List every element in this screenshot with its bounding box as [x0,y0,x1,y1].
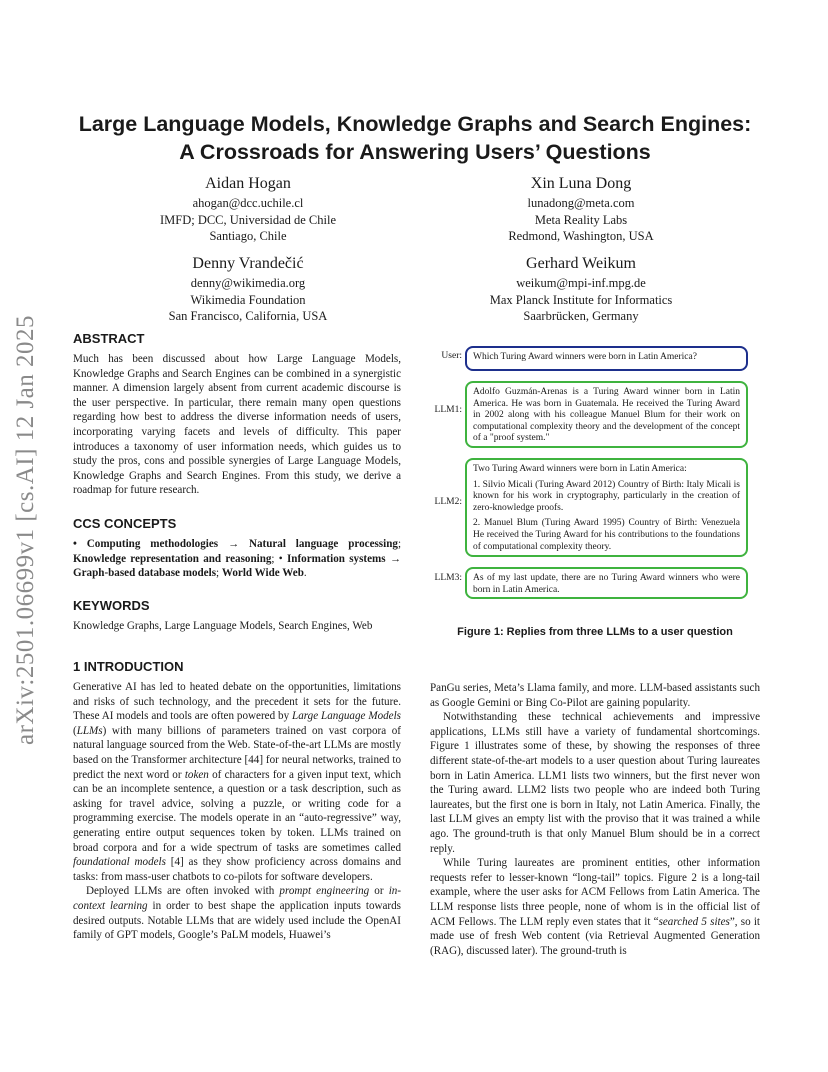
abstract-heading: ABSTRACT [73,331,145,346]
author-location: Redmond, Washington, USA [508,229,654,243]
arxiv-sidebar-stamp [6,300,46,760]
figure-user-label: User: [441,351,462,361]
author-block-dong [431,173,731,245]
author-affiliation: Meta Reality Labs [534,212,628,227]
ccs-separator: ; [397,538,402,550]
figure-llm1-label: LLM1: [434,405,462,415]
user-question-bubble: Which Turing Award winners were born in Latin America? [465,346,748,371]
keywords-text: Knowledge Graphs, Large Language Models, Search Engines, Web [73,620,373,632]
ccs-arrow: → [385,552,401,565]
figure-llm2-label: LLM2: [434,497,462,507]
abstract-text: Much has been discussed about how Large Language Models, Knowledge Graphs and Search Engines can be combined in a synergistic manner. A dimension largely absent from current academic discourse is the user perspective. In particular, there remain many open questions regarding how best to address the diverse information needs of users, incorporating varying facets and levels of difficulty. This paper introduces a taxonomy of user information needs, which guides us to study the pros, cons and possible synergies of Large Language Models, Knowledge Graphs and Search Engines. From this study, we derive a roadmap for future research. [73,353,401,497]
arxiv-identifier: arXiv:2501.06699v1 [cs.AI] 12 Jan 2025 [12,314,39,746]
author-affiliation: Max Planck Institute for Informatics [489,292,673,307]
ccs-term: Information systems [286,552,386,565]
ccs-section [73,516,401,581]
author-email: weikum@mpi-inf.mpg.de [516,276,646,290]
llm2-reply-item-2: 2. Manuel Blum (Turing Award 1995) Country of Birth: Venezuela He received the Turing Award for his contributions to the foundations of computational complexity theory. [473,518,740,552]
ccs-term: Graph-based database models [73,567,217,580]
author-name: Aidan Hogan [205,175,291,192]
abstract-section [73,331,401,498]
keywords-heading: KEYWORDS [73,598,150,613]
introduction-heading: 1 INTRODUCTION [73,659,184,674]
introduction-right-column [430,681,760,958]
paper-title [60,110,770,166]
ccs-term: • Computing methodologies [73,538,219,550]
author-block-hogan [98,173,398,245]
author-block-weikum [431,253,731,325]
author-name: Xin Luna Dong [530,175,632,192]
llm3-reply-bubble: As of my last update, there are no Turing Award winners who were born in Latin America. [465,567,748,599]
title-line-2: A Crossroads for Answering Users’ Questions [179,140,651,164]
ccs-text [73,537,401,581]
ccs-term: World Wide Web [221,567,304,580]
author-block-vrandecic [98,253,398,325]
introduction-section [73,659,401,943]
intro-paragraph-1: Generative AI has led to heated debate on the opportunities, limitations and risks of such technology, and the precedent it sets for the future. These AI models and tools are often powered by Large Language Models (LLMs) with many billions of parameters trained on vast corpora of natural language sourced from the Web. State-of-the-art LLMs are mostly based on the Transformer architecture [44] for neural networks, trained to predict the next word or token of characters for a given input text, which can be an incomplete sentence, a question or a task description, such as asking for travel advice, solving a puzzle, or writing code for a programming exercise. The models operate in an “auto-regressive” way, generating entire output sequences token by token. LLMs trained on broad corpora and for a wide spectrum of tasks are sometimes called foundational models [4] as they show proficiency across domains and tasks: from mass-user chatbots to co-pilots for software developers. [73,681,402,883]
author-name: Denny Vrandečić [192,255,304,272]
ccs-heading: CCS CONCEPTS [73,516,177,531]
author-email: lunadong@meta.com [527,196,635,210]
intro-paragraph-2-continued: PanGu series, Meta’s Llama family, and more. LLM-based assistants such as Google Gemini or Bing Co-Pilot are gaining popularity. [430,682,760,709]
figure-llm3-label: LLM3: [434,573,462,583]
ccs-term: Knowledge representation and reasoning [73,552,272,565]
author-location: Santiago, Chile [209,229,287,243]
ccs-separator: ; [216,567,222,580]
llm2-reply-bubble [465,458,748,557]
intro-paragraph-3: Notwithstanding these technical achievements and impressive applications, LLMs still have a variety of fundamental shortcomings. Figure 1 illustrates some of these, by showing the responses of three different state-of-the-art models to a user question about Turing laureates born in Latin America. LLM1 lists two winners, but the first never won the Turing award. LLM2 lists two people who are indeed both Turing laureates, but the first one is born in Italy, not Latin America. Finally, the last LLM gives an empty list with the proviso that it was trained a while ago. The ground-truth is that only Manuel Blum should be in a correct reply. [430,711,760,855]
author-name: Gerhard Weikum [526,255,636,272]
llm2-reply-item-1: 1. Silvio Micali (Turing Award 2012) Country of Birth: Italy Micali is known for his work in cryptography, particularly in the creation of zero-knowledge proofs. [473,479,740,513]
author-email: ahogan@dcc.uchile.cl [192,196,304,210]
ccs-arrow: → [218,538,249,550]
intro-paragraph-2: Deployed LLMs are often invoked with prompt engineering or in-context learning in order to best shape the application inputs towards desired outputs. Notable LLMs that are widely used include the OpenAI family of GPT models, Google’s PaLM models, Huawei’s [73,885,402,942]
author-affiliation: Wikimedia Foundation [190,292,306,307]
ccs-separator: ; • [271,552,287,565]
author-email: denny@wikimedia.org [190,276,306,290]
ccs-term: Natural language processing [248,538,398,550]
figure-1-caption: Figure 1: Replies from three LLMs to a user question [457,626,733,638]
author-affiliation: IMFD; DCC, Universidad de Chile [159,212,337,227]
intro-paragraph-4: While Turing laureates are prominent entities, other information requests refer to lesser-known “long-tail” topics. Figure 2 is a long-tail example, where the user asks for ACM Fellows from Latin America. The LLM response lists three people, none of whom is in the official list of ACM Fellows. The LLM reply even states that it “searched 5 sites”, so it made use of fresh Web content (via Retrieval Augmented Generation (RAG), discussed later). The ground-truth is [430,857,761,957]
llm2-reply-intro: Two Turing Award winners were born in Latin America: [473,464,687,474]
ccs-end: . [303,567,307,580]
author-location: Saarbrücken, Germany [523,309,639,323]
author-location: San Francisco, California, USA [168,309,328,323]
llm1-reply-bubble: Adolfo Guzmán-Arenas is a Turing Award winner born in Latin America. He was born in Guatemala. He received the Turing Award in 2002 along with his colleague Manuel Blum for their work on computational complexity theory and the development of the concept of a "proof system." [465,381,748,448]
keywords-section [73,598,401,634]
title-line-1: Large Language Models, Knowledge Graphs and Search Engines: [78,112,752,136]
